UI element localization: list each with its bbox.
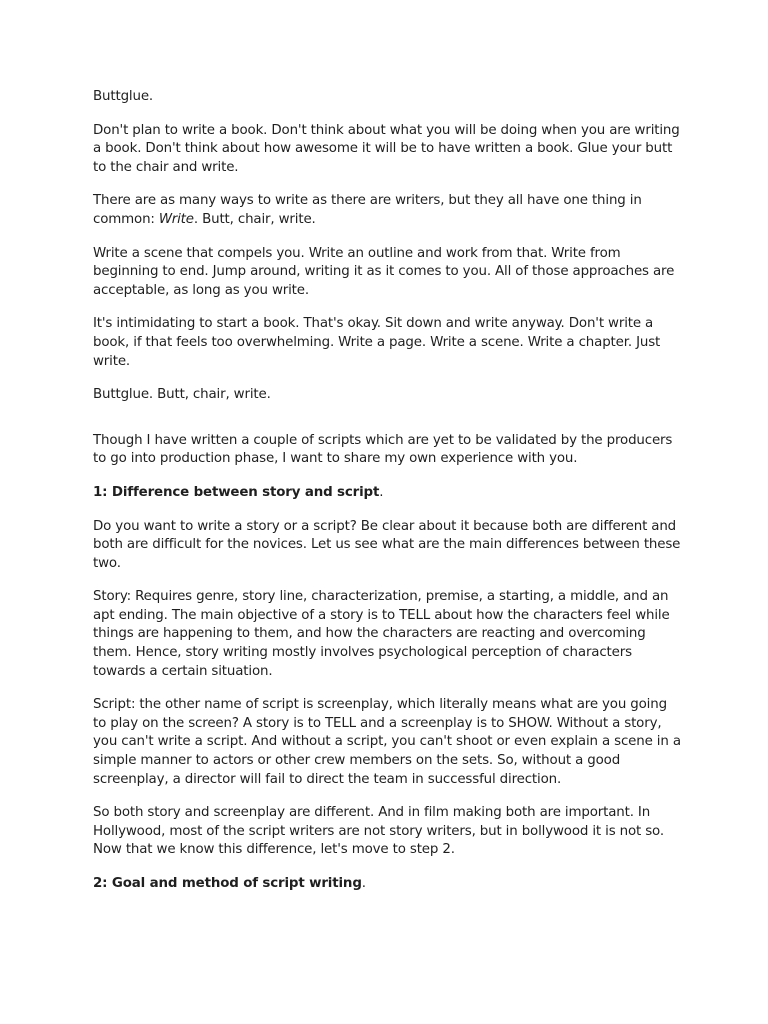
heading-step-2 [93, 875, 683, 894]
heading-step-2-tail: . [361, 876, 366, 891]
paragraph-intimidating: It's intimidating to start a book. That's okay. Sit down and write anyway. Don't write a book, if that feels too overwhelming. Write a page. Write a scene. Write a chapter. Just write. [93, 316, 661, 369]
paragraph-script-definition: Script: the other name of script is screenplay, which literally means what are you going to play on the screen? A story is to TELL and a screenplay is to SHOW. Without a story, you can't write a script. And without a script, you can't shoot or even explain a scene in a simple manner to actors or other crew members on the sets. So, without a good screenplay, a director will fail to direct the team in successful direction. [93, 697, 681, 787]
heading-step-1-bold: 1: Difference between story and script [93, 484, 380, 500]
text-run: . Butt, chair, write. [193, 211, 316, 227]
heading-step-1 [93, 484, 683, 503]
heading-step-1-tail: . [379, 484, 384, 500]
text-run: There are as many ways to write as there are writers, but they all have one thing in common: [93, 193, 642, 227]
paragraph-story-definition: Story: Requires genre, story line, characterization, premise, a starting, a middle, and an apt ending. The main objective of a story is to TELL about how the characters feel while things are happening to them, and how the characters are reacting and overcoming them. Hence, story writing mostly involves psychological perception of characters towards a certain situation. [93, 589, 670, 679]
paragraph-story-or-script: Do you want to write a story or a script? Be clear about it because both are different and both are difficult for the novices. Let us see what are the main differences between these two. [93, 518, 681, 571]
paragraph-dont-plan: Don't plan to write a book. Don't think about what you will be doing when you are writing a book. Don't think about how awesome it will be to have written a book. Glue your butt to the chair and write. [93, 122, 680, 175]
paragraph-write-a-scene: Write a scene that compels you. Write an outline and work from that. Write from beginning to end. Jump around, writing it as it comes to you. All of those approaches are acceptable, as long as you write. [93, 245, 675, 298]
document-body [93, 88, 683, 909]
emphasis-write: Write [158, 211, 194, 227]
paragraph-buttglue-title: Buttglue. [93, 89, 154, 104]
paragraph-many-ways [93, 192, 683, 229]
paragraph-buttglue-closing: Buttglue. Butt, chair, write. [93, 387, 271, 403]
paragraph-scripts-intro: Though I have written a couple of scripts which are yet to be validated by the producers to go into production phase, I want to share my own experience with you. [93, 432, 673, 467]
heading-step-2-bold: 2: Goal and method of script writing [93, 876, 362, 891]
paragraph-both-different: So both story and screenplay are different. And in film making both are important. In Hollywood, most of the script writers are not story writers, but in bollywood it is not so. Now that we know this difference, let's move to step 2. [93, 805, 664, 858]
